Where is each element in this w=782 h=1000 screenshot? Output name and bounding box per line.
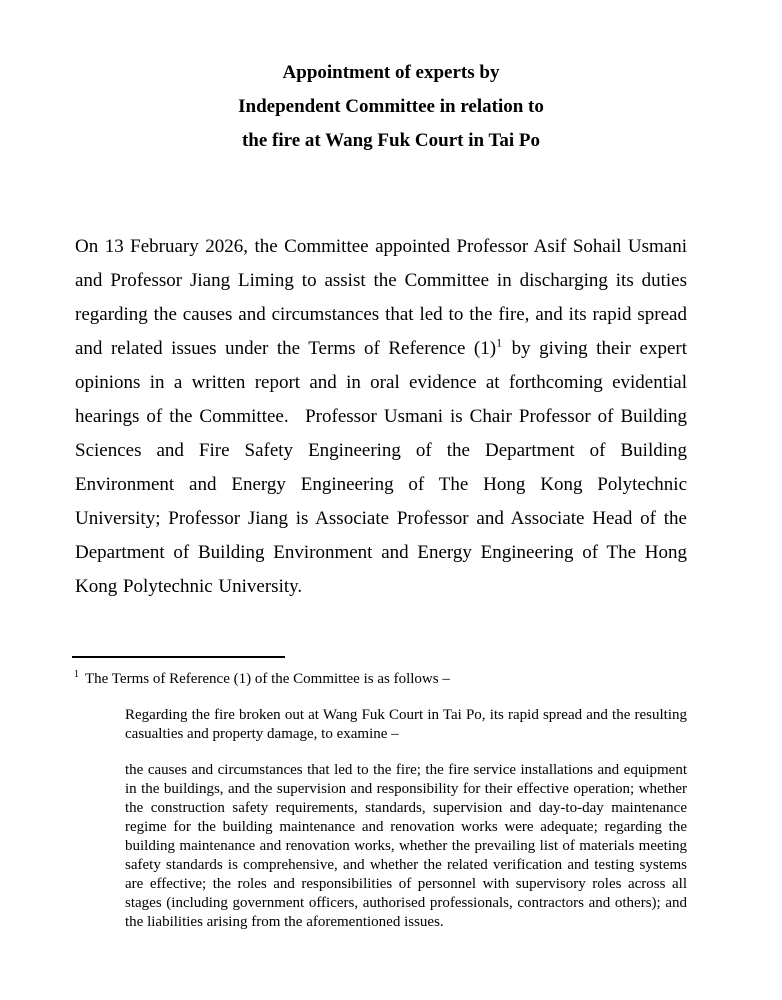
main-paragraph bbox=[75, 230, 687, 604]
footnote-section bbox=[74, 670, 687, 932]
footnote-reference-superscript: 1 bbox=[496, 335, 503, 350]
main-paragraph-text-before-ref: On 13 February 2026, the Committee appointed Professor Asif Sohail Usmani and Professor Jiang Liming to assist the Committee in discharging its duties regarding the causes and circumstances that led to the fire, and its rapid spread and related issues under the Terms of Reference (1) bbox=[75, 236, 687, 359]
footnote-paragraph-2: the causes and circumstances that led to the fire; the fire service installations and equipment in the buildings, and the supervision and responsibility for their effective operation; whether the construction safety requirements, standards, supervision and day-to-day maintenance regime for the building maintenance and renovation works were adequate; regarding the building maintenance and renovation works, whether the prevailing list of materials meeting safety standards is comprehensive, and whether the related verification and testing systems are effective; the roles and responsibilities of personnel with supervisory roles across all stages (including government officers, authorised professionals, contractors and others); and the liabilities arising from the aforementioned issues. bbox=[125, 762, 687, 930]
footnote-intro-line bbox=[74, 670, 687, 689]
title-line-2: Independent Committee in relation to bbox=[238, 96, 544, 117]
footnote-marker: 1 bbox=[74, 669, 79, 680]
document-title bbox=[0, 56, 782, 158]
title-line-3: the fire at Wang Fuk Court in Tai Po bbox=[241, 130, 541, 151]
title-line-1: Appointment of experts by bbox=[282, 62, 500, 83]
main-paragraph-text-after-ref: by giving their expert opinions in a written report and in oral evidence at forthcoming evidential hearings of the Committee. Professor Usmani is Chair Professor of Building Sciences and Fire Safety Engineering of the Department of Building Environment and Energy Engineering of The Hong Kong Polytechnic University; Professor Jiang is Associate Professor and Associate Head of the Department of Building Environment and Energy Engineering of The Hong Kong Polytechnic University. bbox=[75, 338, 687, 597]
footnote-intro-text: The Terms of Reference (1) of the Committee is as follows – bbox=[85, 671, 450, 687]
footnote-separator-rule bbox=[72, 656, 285, 658]
footnote-paragraph-1: Regarding the fire broken out at Wang Fuk Court in Tai Po, its rapid spread and the resulting casualties and property damage, to examine – bbox=[125, 707, 687, 742]
